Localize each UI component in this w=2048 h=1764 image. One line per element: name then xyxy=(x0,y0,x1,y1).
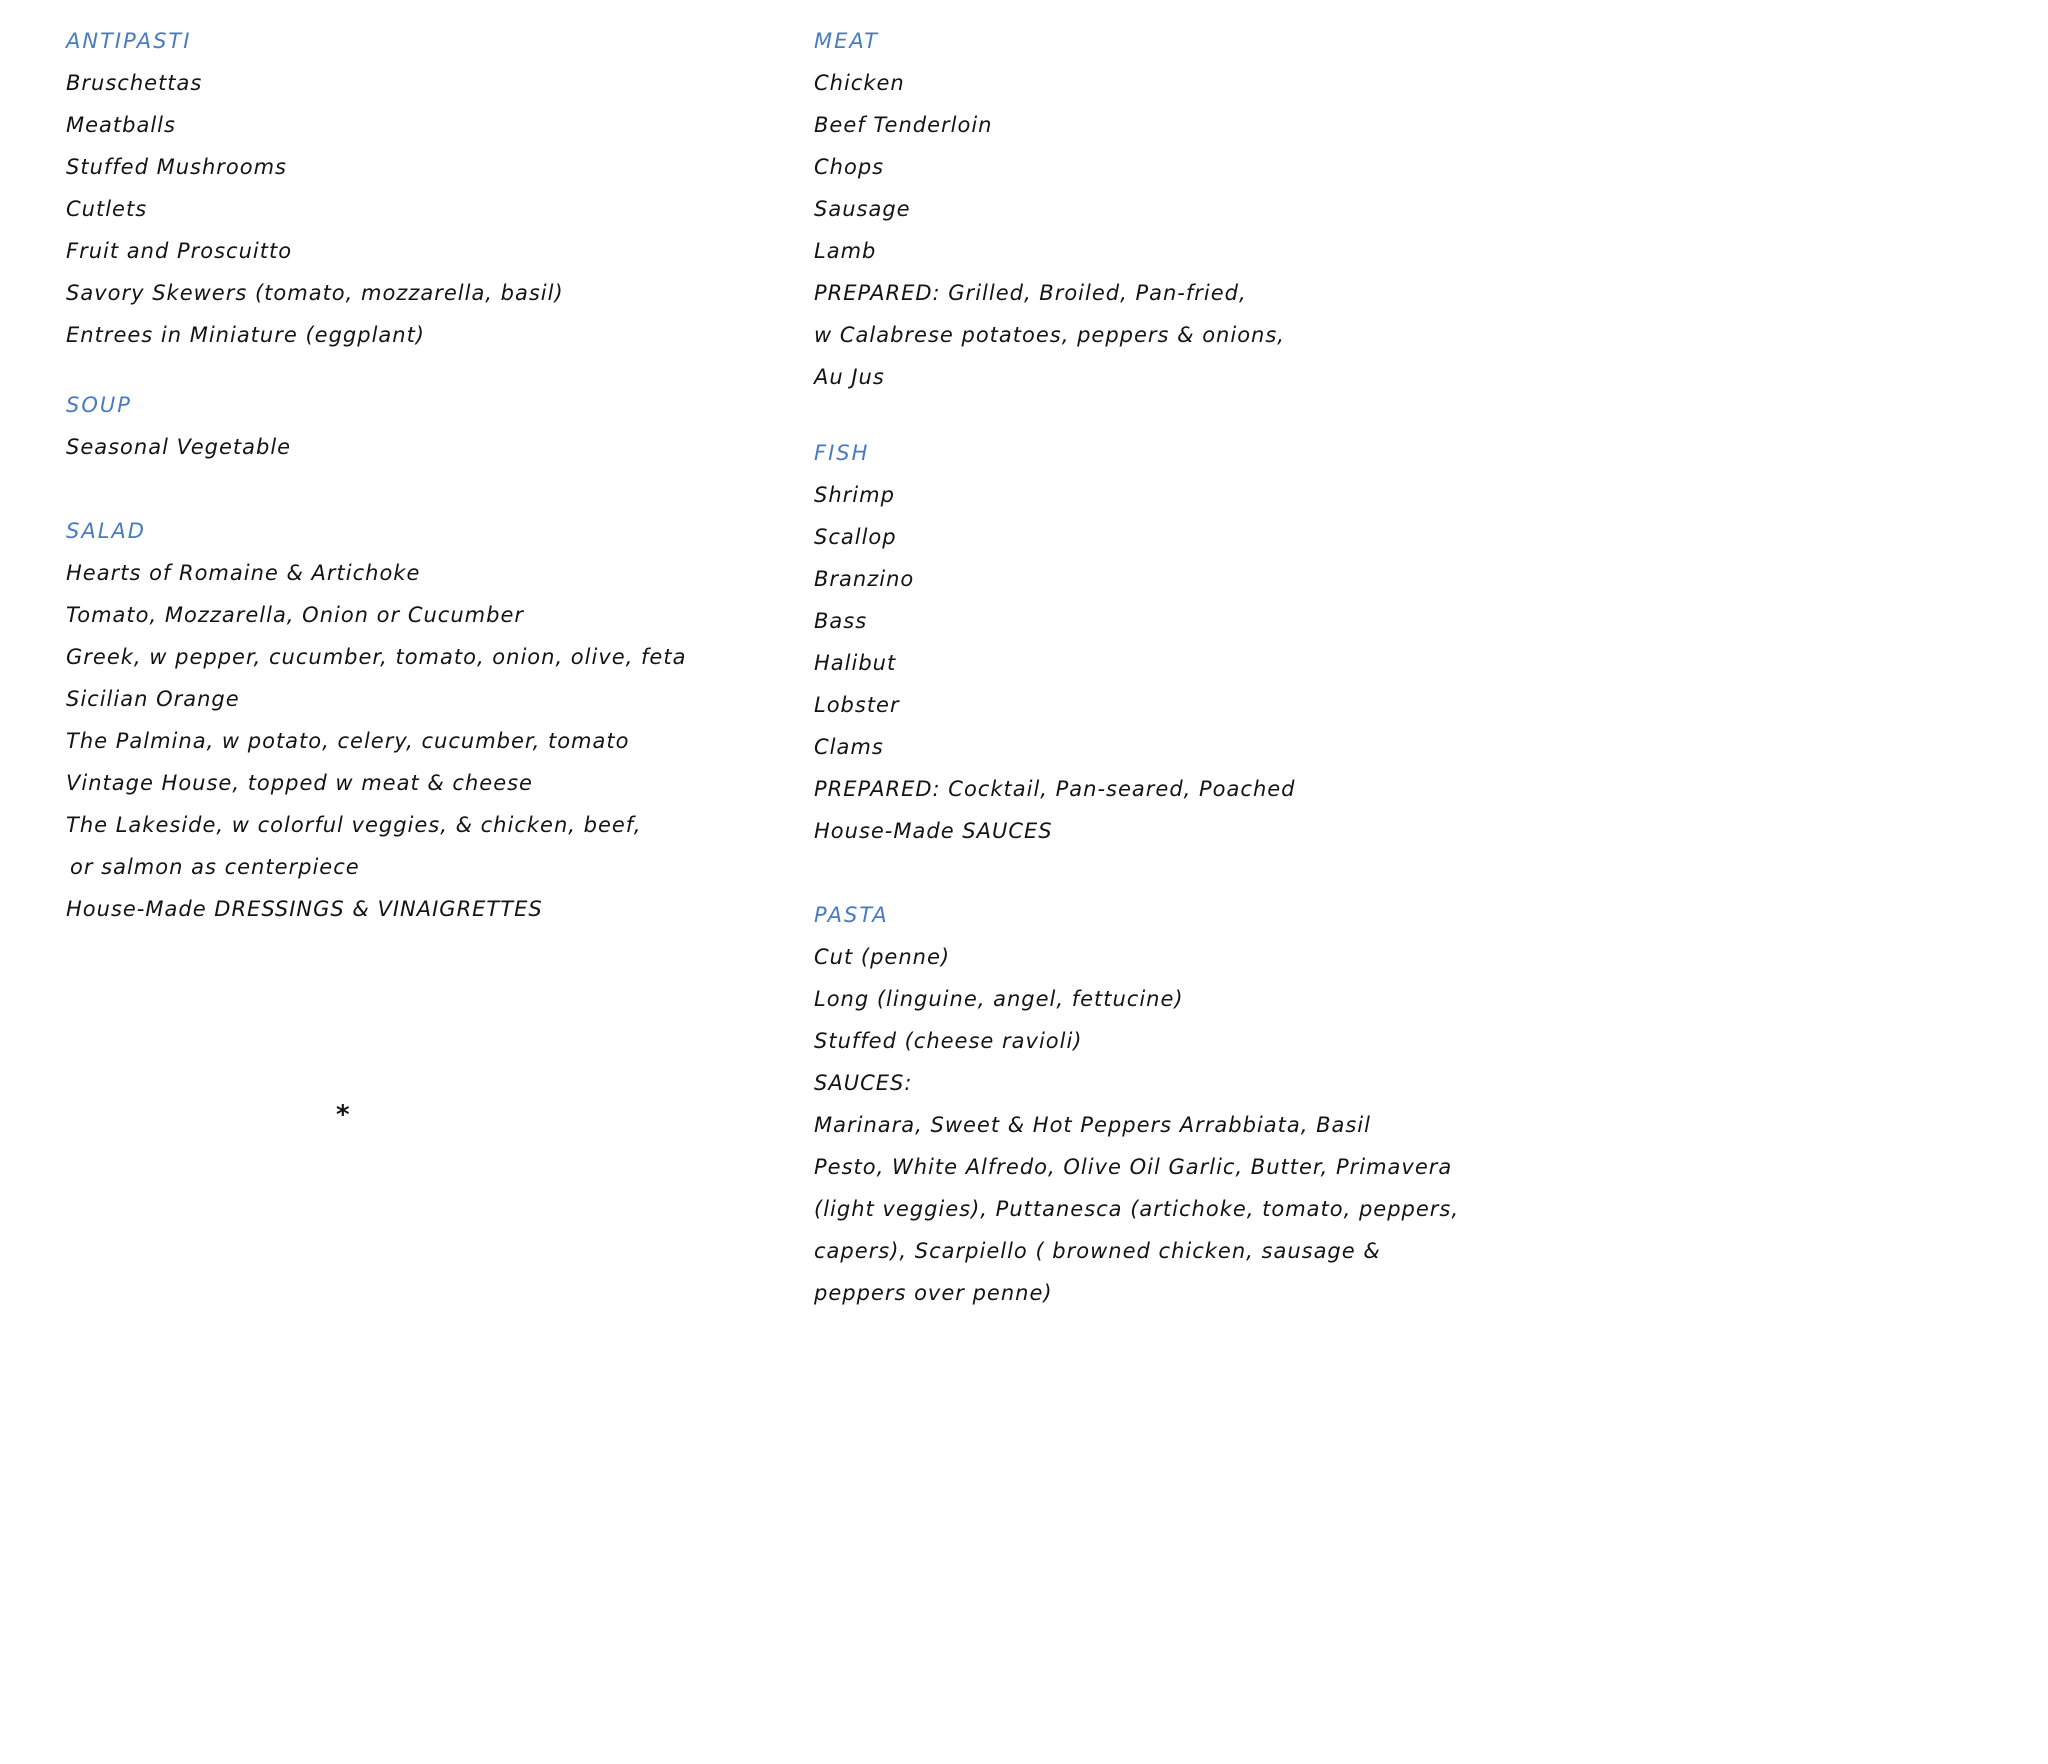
menu-item: The Palmina, w potato, celery, cucumber, tomato xyxy=(66,729,630,753)
menu-item: Stuffed Mushrooms xyxy=(66,155,287,179)
soup-heading: SOUP xyxy=(66,393,132,417)
menu-item: PREPARED: Cocktail, Pan-seared, Poached xyxy=(814,777,1296,801)
menu-item: Shrimp xyxy=(814,483,895,507)
section-spacer xyxy=(66,468,756,510)
sauce-list-line: Pesto, White Alfredo, Olive Oil Garlic, Butter, Primavera xyxy=(814,1155,1453,1179)
menu-item: House-Made SAUCES xyxy=(814,819,1053,843)
sauce-list-line: capers), Scarpiello ( browned chicken, sausage & xyxy=(814,1239,1381,1263)
menu-item: Halibut xyxy=(814,651,897,675)
menu-item: Chicken xyxy=(814,71,905,95)
meat-heading: MEAT xyxy=(814,29,880,53)
salad-heading: SALAD xyxy=(66,519,146,543)
asterisk-mark: * xyxy=(336,1100,350,1130)
antipasti-section xyxy=(66,20,756,356)
menu-item: Lobster xyxy=(814,693,900,717)
menu-item: Au Jus xyxy=(814,365,885,389)
menu-item: Beef Tenderloin xyxy=(814,113,993,137)
menu-item: Sicilian Orange xyxy=(66,687,240,711)
meat-section xyxy=(814,20,1534,398)
menu-item: House-Made DRESSINGS & VINAIGRETTES xyxy=(66,897,543,921)
fish-section xyxy=(814,432,1534,852)
section-spacer xyxy=(66,356,756,384)
menu-item: Branzino xyxy=(814,567,915,591)
menu-item: Scallop xyxy=(814,525,897,549)
menu-item: Cut (penne) xyxy=(814,945,951,969)
menu-item: Lamb xyxy=(814,239,877,263)
menu-item: PREPARED: Grilled, Broiled, Pan-fried, xyxy=(814,281,1247,305)
menu-item: Bruschettas xyxy=(66,71,203,95)
menu-item: Bass xyxy=(814,609,868,633)
menu-item: Chops xyxy=(814,155,885,179)
sauce-list-line: peppers over penne) xyxy=(814,1281,1053,1305)
menu-item: The Lakeside, w colorful veggies, & chicken, beef, xyxy=(66,813,642,837)
menu-item: Greek, w pepper, cucumber, tomato, onion, olive, feta xyxy=(66,645,687,669)
pasta-section xyxy=(814,894,1534,1314)
menu-item: Entrees in Miniature (eggplant) xyxy=(66,323,426,347)
fish-heading: FISH xyxy=(814,441,870,465)
soup-section xyxy=(66,384,756,468)
section-spacer xyxy=(814,398,1534,432)
sauce-list-line: (light veggies), Puttanesca (artichoke, tomato, peppers, xyxy=(814,1197,1460,1221)
menu-item: Stuffed (cheese ravioli) xyxy=(814,1029,1083,1053)
antipasti-heading: ANTIPASTI xyxy=(66,29,192,53)
menu-item: Long (linguine, angel, fettucine) xyxy=(814,987,1184,1011)
menu-item: Tomato, Mozzarella, Onion or Cucumber xyxy=(66,603,524,627)
menu-item: Hearts of Romaine & Artichoke xyxy=(66,561,421,585)
menu-item: Sausage xyxy=(814,197,911,221)
right-column xyxy=(814,20,1534,1314)
pasta-heading: PASTA xyxy=(814,903,889,927)
menu-item: Seasonal Vegetable xyxy=(66,435,292,459)
menu-item: Clams xyxy=(814,735,884,759)
menu-item-continuation: or salmon as centerpiece xyxy=(70,855,360,879)
sauces-label: SAUCES: xyxy=(814,1071,913,1095)
menu-item: Cutlets xyxy=(66,197,148,221)
menu-item: Meatballs xyxy=(66,113,176,137)
menu-item: Fruit and Proscuitto xyxy=(66,239,293,263)
menu-item: w Calabrese potatoes, peppers & onions, xyxy=(814,323,1285,347)
salad-section xyxy=(66,510,756,930)
sauce-list-line: Marinara, Sweet & Hot Peppers Arrabbiata, Basil xyxy=(814,1113,1371,1137)
section-spacer xyxy=(814,852,1534,894)
menu-item: Vintage House, topped w meat & cheese xyxy=(66,771,533,795)
left-column xyxy=(66,20,756,930)
menu-item: Savory Skewers (tomato, mozzarella, basil) xyxy=(66,281,564,305)
